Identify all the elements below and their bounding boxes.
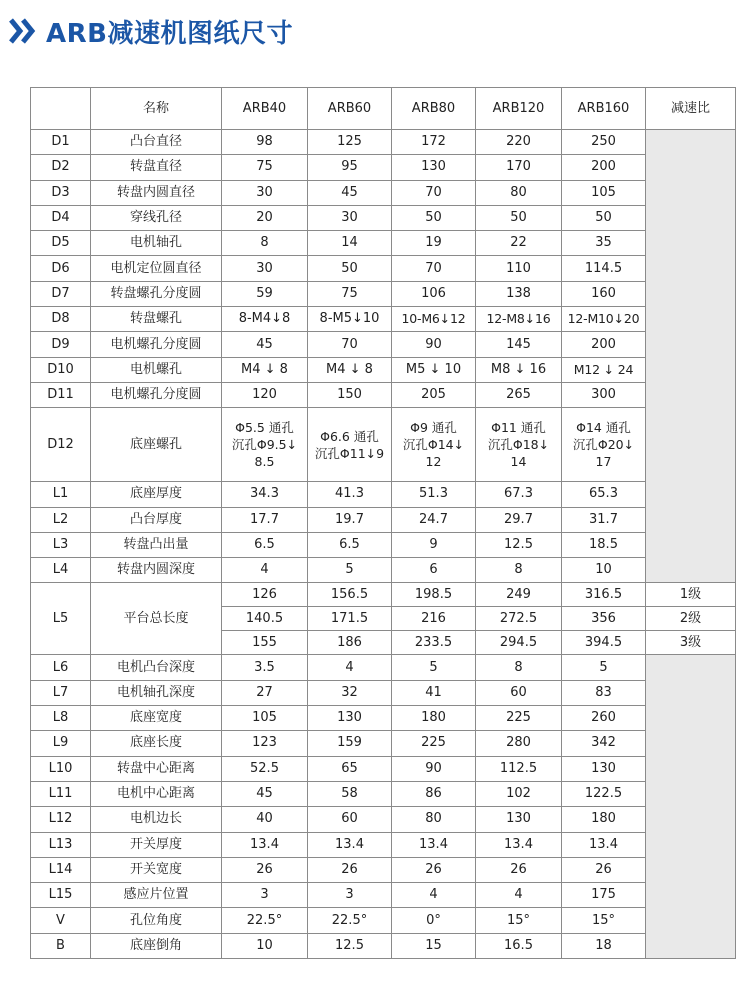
value-cell: 186	[308, 631, 392, 655]
table-row	[31, 781, 736, 806]
header-model-cell: ARB40	[222, 88, 308, 130]
header-model-cell: ARB60	[308, 88, 392, 130]
value-cell: 22.5°	[222, 908, 308, 933]
value-cell: 126	[222, 583, 308, 607]
double-chevron-icon	[8, 16, 38, 46]
page-title: ARB减速机图纸尺寸	[46, 18, 293, 49]
value-cell: 58	[308, 781, 392, 806]
value-cell: 70	[392, 180, 476, 205]
value-cell: 15°	[562, 908, 646, 933]
value-cell: 12-M8↓16	[476, 307, 562, 332]
value-cell: M8 ↓ 16	[476, 357, 562, 382]
row-name-cell: 底座螺孔	[91, 408, 222, 482]
value-cell: 50	[308, 256, 392, 281]
value-cell: 30	[222, 180, 308, 205]
value-cell: 3	[308, 883, 392, 908]
value-cell: 130	[308, 706, 392, 731]
row-name-cell: 凸台直径	[91, 130, 222, 155]
table-row	[31, 807, 736, 832]
value-cell: 45	[222, 332, 308, 357]
value-cell: 342	[562, 731, 646, 756]
value-cell: 31.7	[562, 507, 646, 532]
row-code-cell: L1	[31, 482, 91, 507]
value-cell: 95	[308, 155, 392, 180]
value-cell: 3.5	[222, 655, 308, 680]
row-name-cell: 电机轴孔	[91, 231, 222, 256]
value-cell: 40	[222, 807, 308, 832]
row-code-cell: L12	[31, 807, 91, 832]
value-cell: 29.7	[476, 507, 562, 532]
value-cell: 90	[392, 332, 476, 357]
value-cell: M5 ↓ 10	[392, 357, 476, 382]
row-name-cell: 底座长度	[91, 731, 222, 756]
row-name-cell: 底座倒角	[91, 933, 222, 958]
value-cell: 394.5	[562, 631, 646, 655]
table-row	[31, 382, 736, 407]
value-cell: 6.5	[222, 532, 308, 557]
value-cell: 138	[476, 281, 562, 306]
header-name-cell: 名称	[91, 88, 222, 130]
ratio-stage-cell: 3级	[646, 631, 736, 655]
table-row	[31, 256, 736, 281]
value-cell: 3	[222, 883, 308, 908]
value-cell: 19.7	[308, 507, 392, 532]
row-code-cell: D1	[31, 130, 91, 155]
ratio-blank-cell	[646, 655, 736, 959]
table-row	[31, 507, 736, 532]
value-cell: 75	[308, 281, 392, 306]
value-cell: 26	[308, 857, 392, 882]
row-name-cell: 平台总长度	[91, 583, 222, 655]
row-code-cell: D10	[31, 357, 91, 382]
row-name-cell: 转盘中心距离	[91, 756, 222, 781]
ratio-blank-cell	[646, 130, 736, 583]
value-cell: 105	[562, 180, 646, 205]
value-cell: 8	[476, 655, 562, 680]
value-cell: 16.5	[476, 933, 562, 958]
value-cell: 8-M5↓10	[308, 307, 392, 332]
row-name-cell: 开关厚度	[91, 832, 222, 857]
row-code-cell: L6	[31, 655, 91, 680]
row-name-cell: 孔位角度	[91, 908, 222, 933]
value-cell: 249	[476, 583, 562, 607]
value-cell: 316.5	[562, 583, 646, 607]
value-cell: 80	[476, 180, 562, 205]
value-cell: 52.5	[222, 756, 308, 781]
value-cell: 51.3	[392, 482, 476, 507]
row-code-cell: B	[31, 933, 91, 958]
header-ratio-cell: 减速比	[646, 88, 736, 130]
table-row	[31, 583, 736, 607]
value-cell: 12.5	[308, 933, 392, 958]
value-cell: Φ14 通孔 沉孔Φ20↓ 17	[562, 408, 646, 482]
value-cell: 26	[392, 857, 476, 882]
value-cell: 216	[392, 607, 476, 631]
table-row	[31, 706, 736, 731]
value-cell: 22	[476, 231, 562, 256]
value-cell: 172	[392, 130, 476, 155]
ratio-stage-cell: 2级	[646, 607, 736, 631]
header-model-cell: ARB120	[476, 88, 562, 130]
row-code-cell: D8	[31, 307, 91, 332]
value-cell: 12.5	[476, 532, 562, 557]
row-name-cell: 电机螺孔分度圆	[91, 332, 222, 357]
value-cell: 34.3	[222, 482, 308, 507]
value-cell: 50	[476, 205, 562, 230]
value-cell: 130	[392, 155, 476, 180]
value-cell: 20	[222, 205, 308, 230]
row-name-cell: 转盘螺孔	[91, 307, 222, 332]
row-code-cell: D11	[31, 382, 91, 407]
value-cell: 80	[392, 807, 476, 832]
row-code-cell: L11	[31, 781, 91, 806]
value-cell: 4	[222, 558, 308, 583]
value-cell: 233.5	[392, 631, 476, 655]
value-cell: 114.5	[562, 256, 646, 281]
value-cell: 260	[562, 706, 646, 731]
table-row	[31, 307, 736, 332]
row-code-cell: V	[31, 908, 91, 933]
value-cell: 272.5	[476, 607, 562, 631]
value-cell: 150	[308, 382, 392, 407]
value-cell: Φ11 通孔 沉孔Φ18↓ 14	[476, 408, 562, 482]
value-cell: 13.4	[476, 832, 562, 857]
page-header	[8, 2, 293, 60]
table-row	[31, 933, 736, 958]
table-row	[31, 130, 736, 155]
header-code-cell	[31, 88, 91, 130]
value-cell: 180	[392, 706, 476, 731]
value-cell: 60	[308, 807, 392, 832]
value-cell: 200	[562, 155, 646, 180]
value-cell: 105	[222, 706, 308, 731]
row-name-cell: 电机凸台深度	[91, 655, 222, 680]
header-model-cell: ARB80	[392, 88, 476, 130]
row-name-cell: 电机边长	[91, 807, 222, 832]
value-cell: Φ9 通孔 沉孔Φ14↓ 12	[392, 408, 476, 482]
value-cell: 41	[392, 680, 476, 705]
table-row	[31, 205, 736, 230]
value-cell: 171.5	[308, 607, 392, 631]
value-cell: 30	[222, 256, 308, 281]
value-cell: 145	[476, 332, 562, 357]
row-code-cell: L14	[31, 857, 91, 882]
value-cell: 10-M6↓12	[392, 307, 476, 332]
value-cell: 122.5	[562, 781, 646, 806]
value-cell: 300	[562, 382, 646, 407]
value-cell: 180	[562, 807, 646, 832]
row-code-cell: L5	[31, 583, 91, 655]
table-row	[31, 231, 736, 256]
value-cell: 67.3	[476, 482, 562, 507]
row-name-cell: 电机轴孔深度	[91, 680, 222, 705]
table-row	[31, 155, 736, 180]
value-cell: 5	[562, 655, 646, 680]
value-cell: 9	[392, 532, 476, 557]
value-cell: 6.5	[308, 532, 392, 557]
value-cell: 8-M4↓8	[222, 307, 308, 332]
value-cell: 45	[222, 781, 308, 806]
value-cell: 198.5	[392, 583, 476, 607]
table-row	[31, 482, 736, 507]
value-cell: 45	[308, 180, 392, 205]
table-row	[31, 857, 736, 882]
value-cell: 4	[308, 655, 392, 680]
value-cell: 200	[562, 332, 646, 357]
value-cell: 26	[476, 857, 562, 882]
value-cell: 13.4	[562, 832, 646, 857]
row-code-cell: D5	[31, 231, 91, 256]
value-cell: 18.5	[562, 532, 646, 557]
row-name-cell: 穿线孔径	[91, 205, 222, 230]
value-cell: 22.5°	[308, 908, 392, 933]
row-code-cell: L9	[31, 731, 91, 756]
value-cell: 225	[392, 731, 476, 756]
value-cell: 59	[222, 281, 308, 306]
value-cell: 86	[392, 781, 476, 806]
table-row	[31, 883, 736, 908]
row-name-cell: 底座宽度	[91, 706, 222, 731]
value-cell: 110	[476, 256, 562, 281]
row-name-cell: 转盘直径	[91, 155, 222, 180]
row-code-cell: D9	[31, 332, 91, 357]
value-cell: 0°	[392, 908, 476, 933]
value-cell: 75	[222, 155, 308, 180]
row-name-cell: 感应片位置	[91, 883, 222, 908]
row-name-cell: 电机螺孔分度圆	[91, 382, 222, 407]
value-cell: 250	[562, 130, 646, 155]
header-row	[31, 88, 736, 130]
value-cell: 102	[476, 781, 562, 806]
value-cell: 220	[476, 130, 562, 155]
row-name-cell: 电机定位圆直径	[91, 256, 222, 281]
value-cell: 50	[392, 205, 476, 230]
header-model-cell: ARB160	[562, 88, 646, 130]
value-cell: 27	[222, 680, 308, 705]
row-code-cell: L15	[31, 883, 91, 908]
row-code-cell: L7	[31, 680, 91, 705]
row-code-cell: L3	[31, 532, 91, 557]
value-cell: 140.5	[222, 607, 308, 631]
value-cell: 356	[562, 607, 646, 631]
dimension-table	[30, 87, 736, 959]
value-cell: 15	[392, 933, 476, 958]
row-code-cell: D12	[31, 408, 91, 482]
value-cell: 15°	[476, 908, 562, 933]
value-cell: 83	[562, 680, 646, 705]
value-cell: 65.3	[562, 482, 646, 507]
value-cell: 156.5	[308, 583, 392, 607]
value-cell: 26	[222, 857, 308, 882]
ratio-stage-cell: 1级	[646, 583, 736, 607]
row-code-cell: D7	[31, 281, 91, 306]
value-cell: Φ6.6 通孔 沉孔Φ11↓9	[308, 408, 392, 482]
value-cell: 50	[562, 205, 646, 230]
table-row	[31, 655, 736, 680]
value-cell: 26	[562, 857, 646, 882]
table-row	[31, 408, 736, 482]
row-code-cell: L2	[31, 507, 91, 532]
value-cell: 98	[222, 130, 308, 155]
value-cell: 10	[562, 558, 646, 583]
row-name-cell: 转盘内圆深度	[91, 558, 222, 583]
value-cell: 14	[308, 231, 392, 256]
value-cell: 13.4	[392, 832, 476, 857]
row-code-cell: L4	[31, 558, 91, 583]
value-cell: 35	[562, 231, 646, 256]
row-code-cell: D6	[31, 256, 91, 281]
table-row	[31, 731, 736, 756]
row-name-cell: 转盘凸出量	[91, 532, 222, 557]
row-name-cell: 电机螺孔	[91, 357, 222, 382]
value-cell: 112.5	[476, 756, 562, 781]
table-body	[31, 88, 736, 959]
value-cell: 10	[222, 933, 308, 958]
value-cell: 32	[308, 680, 392, 705]
value-cell: 8	[222, 231, 308, 256]
table-row	[31, 756, 736, 781]
value-cell: 70	[392, 256, 476, 281]
value-cell: 225	[476, 706, 562, 731]
row-name-cell: 底座厚度	[91, 482, 222, 507]
table-row	[31, 908, 736, 933]
value-cell: 13.4	[222, 832, 308, 857]
value-cell: 4	[476, 883, 562, 908]
row-name-cell: 开关宽度	[91, 857, 222, 882]
value-cell: 130	[562, 756, 646, 781]
value-cell: 60	[476, 680, 562, 705]
value-cell: 30	[308, 205, 392, 230]
value-cell: 19	[392, 231, 476, 256]
row-name-cell: 凸台厚度	[91, 507, 222, 532]
table-row	[31, 832, 736, 857]
value-cell: 265	[476, 382, 562, 407]
value-cell: 170	[476, 155, 562, 180]
value-cell: 70	[308, 332, 392, 357]
value-cell: 280	[476, 731, 562, 756]
value-cell: 90	[392, 756, 476, 781]
value-cell: 160	[562, 281, 646, 306]
value-cell: 17.7	[222, 507, 308, 532]
value-cell: M4 ↓ 8	[308, 357, 392, 382]
table-row	[31, 532, 736, 557]
value-cell: 65	[308, 756, 392, 781]
row-code-cell: L10	[31, 756, 91, 781]
value-cell: M12 ↓ 24	[562, 357, 646, 382]
value-cell: 5	[308, 558, 392, 583]
row-code-cell: D3	[31, 180, 91, 205]
value-cell: 130	[476, 807, 562, 832]
value-cell: 106	[392, 281, 476, 306]
value-cell: 41.3	[308, 482, 392, 507]
table-row	[31, 680, 736, 705]
table-row	[31, 281, 736, 306]
value-cell: 175	[562, 883, 646, 908]
value-cell: 205	[392, 382, 476, 407]
value-cell: 18	[562, 933, 646, 958]
row-code-cell: L8	[31, 706, 91, 731]
value-cell: 120	[222, 382, 308, 407]
table-row	[31, 357, 736, 382]
table-row	[31, 332, 736, 357]
value-cell: 8	[476, 558, 562, 583]
row-code-cell: L13	[31, 832, 91, 857]
value-cell: 294.5	[476, 631, 562, 655]
value-cell: Φ5.5 通孔 沉孔Φ9.5↓ 8.5	[222, 408, 308, 482]
value-cell: 12-M10↓20	[562, 307, 646, 332]
value-cell: 125	[308, 130, 392, 155]
table-row	[31, 180, 736, 205]
value-cell: 159	[308, 731, 392, 756]
value-cell: 155	[222, 631, 308, 655]
row-name-cell: 转盘螺孔分度圆	[91, 281, 222, 306]
row-name-cell: 电机中心距离	[91, 781, 222, 806]
value-cell: 5	[392, 655, 476, 680]
row-name-cell: 转盘内圆直径	[91, 180, 222, 205]
value-cell: M4 ↓ 8	[222, 357, 308, 382]
value-cell: 123	[222, 731, 308, 756]
row-code-cell: D2	[31, 155, 91, 180]
value-cell: 24.7	[392, 507, 476, 532]
row-code-cell: D4	[31, 205, 91, 230]
value-cell: 4	[392, 883, 476, 908]
value-cell: 6	[392, 558, 476, 583]
value-cell: 13.4	[308, 832, 392, 857]
table-row	[31, 558, 736, 583]
